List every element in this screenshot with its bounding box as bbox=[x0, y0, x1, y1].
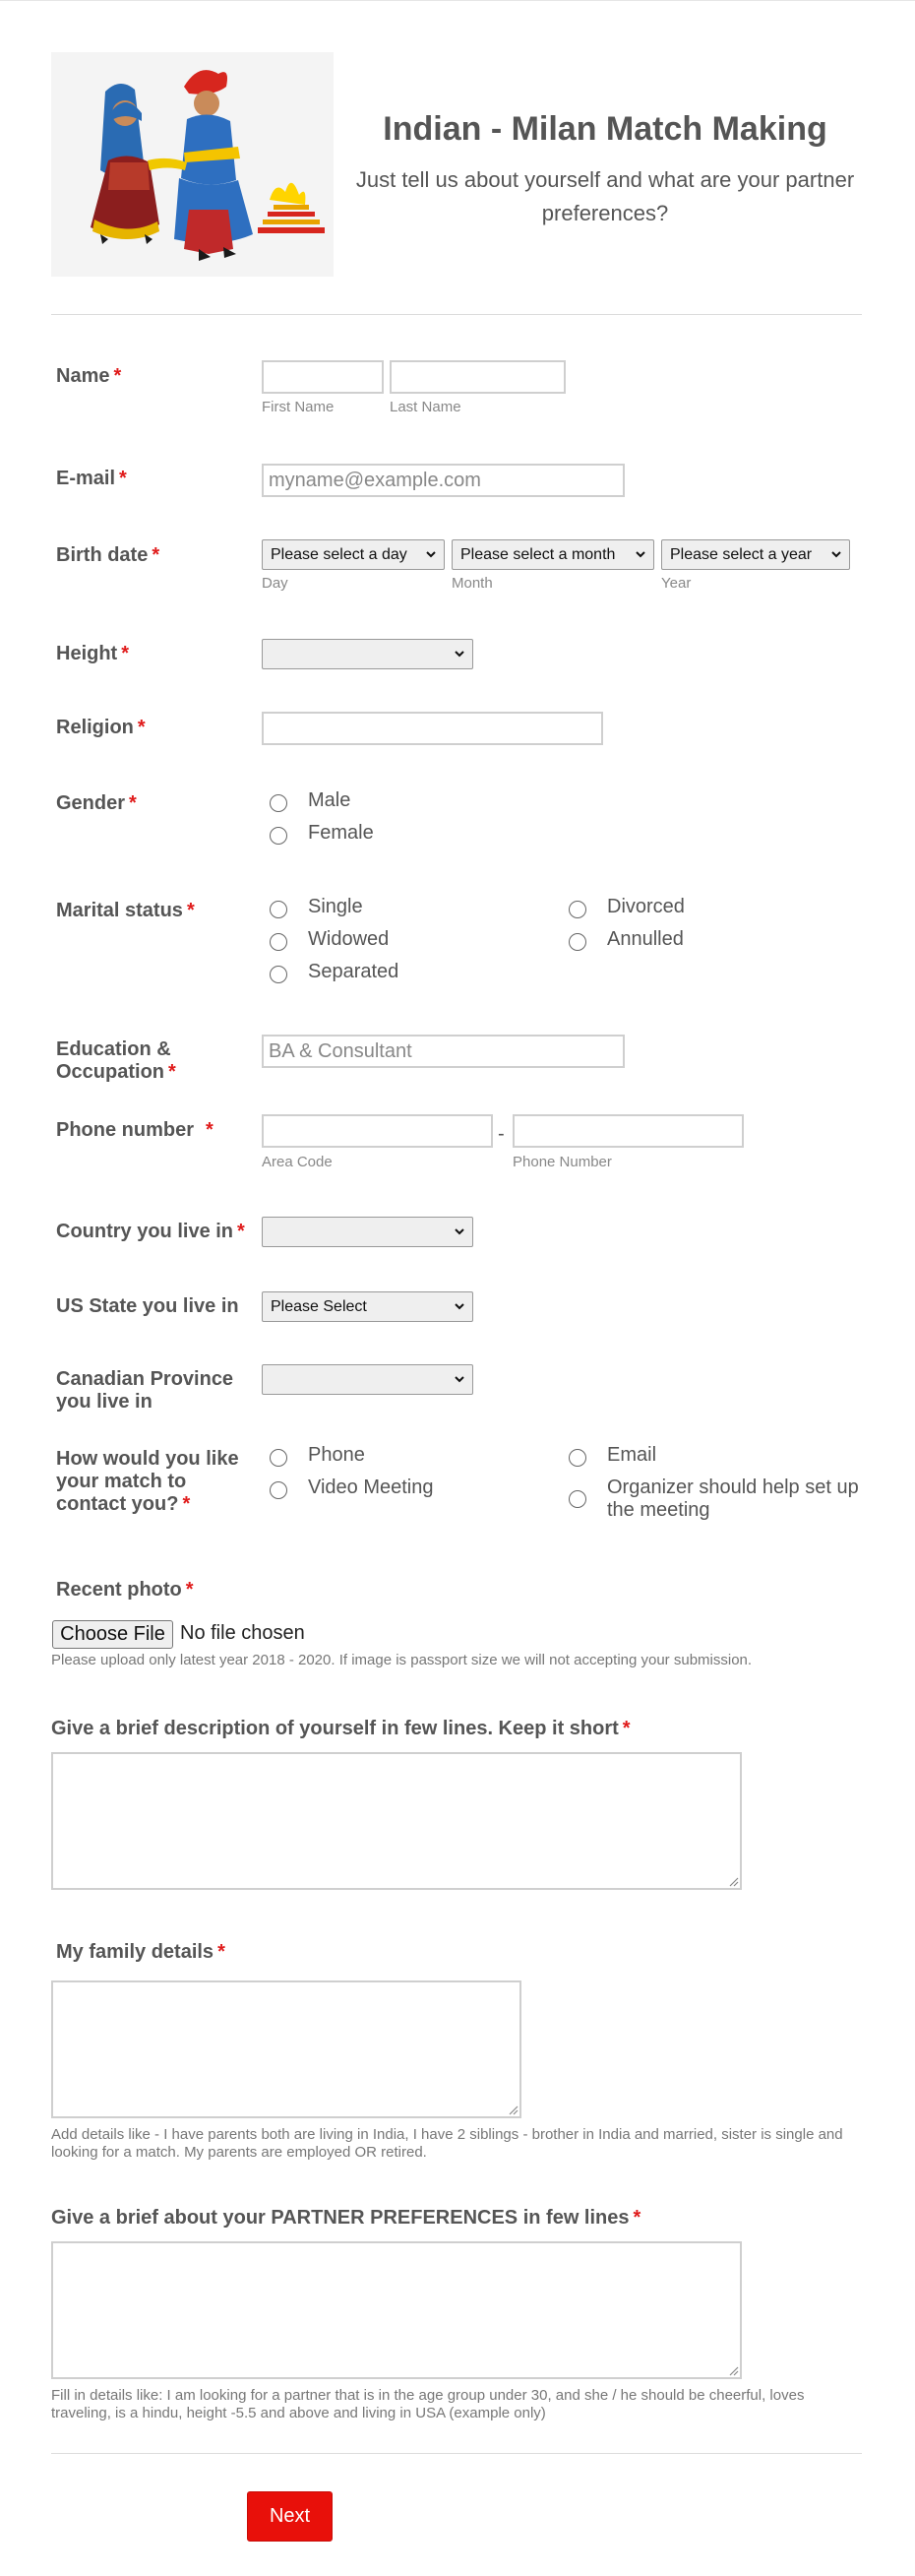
page-subtitle: Just tell us about yourself and what are your partner preferences? bbox=[355, 167, 855, 225]
radio-button[interactable] bbox=[270, 966, 287, 983]
wedding-couple-illustration bbox=[51, 52, 334, 277]
marital-option-divorced[interactable] bbox=[566, 896, 685, 918]
chevron-down-icon bbox=[830, 548, 842, 560]
contact-option-phone[interactable] bbox=[267, 1444, 365, 1467]
phone-label: Phone number * bbox=[56, 1119, 214, 1141]
phone-separator: - bbox=[498, 1123, 505, 1145]
chevron-down-icon bbox=[635, 548, 646, 560]
radio-label: Phone bbox=[308, 1444, 365, 1466]
radio-button[interactable] bbox=[270, 827, 287, 845]
family-details-textarea[interactable] bbox=[51, 1980, 521, 2118]
radio-label: Email bbox=[607, 1444, 657, 1466]
radio-label: Male bbox=[308, 789, 351, 811]
last-name-sublabel: Last Name bbox=[390, 399, 461, 415]
marital-option-annulled[interactable] bbox=[566, 928, 684, 951]
name-label: Name * bbox=[56, 365, 122, 387]
religion-label: Religion * bbox=[56, 717, 146, 738]
area-code-sublabel: Area Code bbox=[262, 1154, 333, 1170]
file-status-text: No file chosen bbox=[180, 1622, 305, 1644]
required-marker: * bbox=[113, 365, 122, 387]
birth-date-label: Birth date * bbox=[56, 544, 160, 566]
required-marker: * bbox=[182, 1493, 191, 1515]
email-label: E-mail * bbox=[56, 468, 127, 489]
radio-label: Single bbox=[308, 896, 363, 917]
province-label: Canadian Province you live in bbox=[56, 1368, 234, 1413]
day-sublabel: Day bbox=[262, 575, 288, 592]
birth-year-select[interactable]: Please select a year bbox=[661, 539, 850, 570]
header-divider bbox=[51, 314, 862, 315]
area-code-input[interactable] bbox=[262, 1114, 493, 1148]
chevron-down-icon bbox=[454, 1373, 465, 1385]
required-marker: * bbox=[217, 1941, 225, 1963]
radio-button[interactable] bbox=[569, 1490, 586, 1508]
required-marker: * bbox=[186, 900, 195, 921]
height-label: Height * bbox=[56, 643, 130, 664]
resize-handle-icon[interactable] bbox=[508, 2105, 518, 2115]
religion-input[interactable] bbox=[262, 712, 603, 745]
marital-option-widowed[interactable] bbox=[267, 928, 389, 951]
required-marker: * bbox=[152, 544, 160, 566]
us-state-select[interactable]: Please Select bbox=[262, 1291, 473, 1322]
last-name-input[interactable] bbox=[390, 360, 566, 394]
height-select[interactable] bbox=[262, 639, 473, 669]
education-input[interactable] bbox=[262, 1035, 625, 1068]
required-marker: * bbox=[206, 1119, 214, 1141]
country-label: Country you live in * bbox=[56, 1221, 245, 1242]
partner-preferences-textarea[interactable] bbox=[51, 2241, 742, 2379]
resize-handle-icon[interactable] bbox=[728, 1876, 739, 1887]
recent-photo-label: Recent photo * bbox=[56, 1579, 194, 1601]
gender-option-female[interactable] bbox=[267, 822, 374, 845]
required-marker: * bbox=[137, 717, 146, 738]
top-border bbox=[0, 0, 915, 1]
radio-button[interactable] bbox=[270, 794, 287, 812]
month-sublabel: Month bbox=[452, 575, 493, 592]
required-marker: * bbox=[185, 1579, 194, 1601]
radio-button[interactable] bbox=[270, 1481, 287, 1499]
contact-option-organizer[interactable] bbox=[566, 1476, 861, 1522]
choose-file-button[interactable]: Choose File bbox=[52, 1620, 173, 1649]
required-marker: * bbox=[237, 1221, 245, 1242]
required-marker: * bbox=[129, 792, 137, 814]
footer-divider bbox=[51, 2453, 862, 2454]
radio-label: Separated bbox=[308, 961, 399, 982]
radio-button[interactable] bbox=[569, 933, 586, 951]
radio-button[interactable] bbox=[270, 933, 287, 951]
partner-preferences-label: Give a brief about your PARTNER PREFERENCES in few lines * bbox=[51, 2207, 641, 2229]
required-marker: * bbox=[121, 643, 130, 664]
resize-handle-icon[interactable] bbox=[728, 2365, 739, 2376]
photo-help-text: Please upload only latest year 2018 - 2020. If image is passport size we will not accepting your submission. bbox=[51, 1652, 753, 1668]
birth-day-select[interactable]: Please select a day bbox=[262, 539, 445, 570]
year-sublabel: Year bbox=[661, 575, 692, 592]
birth-month-select[interactable]: Please select a month bbox=[452, 539, 654, 570]
description-label: Give a brief description of yourself in few lines. Keep it short * bbox=[51, 1718, 631, 1739]
chevron-down-icon bbox=[425, 548, 437, 560]
phone-number-input[interactable] bbox=[513, 1114, 744, 1148]
required-marker: * bbox=[633, 2207, 641, 2229]
chevron-down-icon bbox=[454, 1225, 465, 1237]
gender-label: Gender * bbox=[56, 792, 137, 814]
country-select[interactable] bbox=[262, 1217, 473, 1247]
chevron-down-icon bbox=[454, 1300, 465, 1312]
family-details-label: My family details * bbox=[56, 1941, 225, 1963]
radio-label: Video Meeting bbox=[308, 1476, 434, 1498]
email-input[interactable] bbox=[262, 464, 625, 497]
marital-option-separated[interactable] bbox=[267, 961, 398, 983]
radio-button[interactable] bbox=[569, 1449, 586, 1467]
required-marker: * bbox=[168, 1061, 176, 1083]
description-textarea[interactable] bbox=[51, 1752, 742, 1890]
contact-option-video-meeting[interactable] bbox=[267, 1476, 434, 1499]
radio-button[interactable] bbox=[569, 901, 586, 918]
partner-help-text: Fill in details like: I am looking for a partner that is in the age group under 30, and she / he should be cheerful, loves traveling, is a hindu, height -5.5 and above and living in USA (example only) bbox=[51, 2387, 805, 2421]
radio-button[interactable] bbox=[270, 901, 287, 918]
us-state-label: US State you live in bbox=[56, 1295, 239, 1317]
contact-option-email[interactable] bbox=[566, 1444, 656, 1467]
next-button[interactable]: Next bbox=[247, 2491, 333, 2542]
radio-label: Female bbox=[308, 822, 374, 844]
marital-status-label: Marital status * bbox=[56, 900, 195, 921]
chevron-down-icon bbox=[454, 648, 465, 660]
family-help-text: Add details like - I have parents both are living in India, I have 2 siblings - brother in India and married, sister is single and looking for a match. My parents are employed OR retired. bbox=[51, 2126, 843, 2161]
required-marker: * bbox=[119, 468, 127, 489]
gender-option-male[interactable] bbox=[267, 789, 350, 812]
header-illustration bbox=[51, 52, 334, 277]
first-name-input[interactable] bbox=[262, 360, 384, 394]
radio-label: Widowed bbox=[308, 928, 390, 950]
page-title: Indian - Milan Match Making bbox=[383, 110, 827, 148]
contact-preference-label: How would you like your match to contact you? * bbox=[56, 1448, 239, 1515]
required-marker: * bbox=[622, 1718, 631, 1739]
province-select[interactable] bbox=[262, 1364, 473, 1395]
phone-number-sublabel: Phone Number bbox=[513, 1154, 612, 1170]
marital-option-single[interactable] bbox=[267, 896, 363, 918]
radio-button[interactable] bbox=[270, 1449, 287, 1467]
radio-label: Organizer should help set up the meeting bbox=[607, 1476, 859, 1521]
first-name-sublabel: First Name bbox=[262, 399, 335, 415]
education-label: Education & Occupation * bbox=[56, 1038, 176, 1083]
radio-label: Annulled bbox=[607, 928, 684, 950]
radio-label: Divorced bbox=[607, 896, 685, 917]
